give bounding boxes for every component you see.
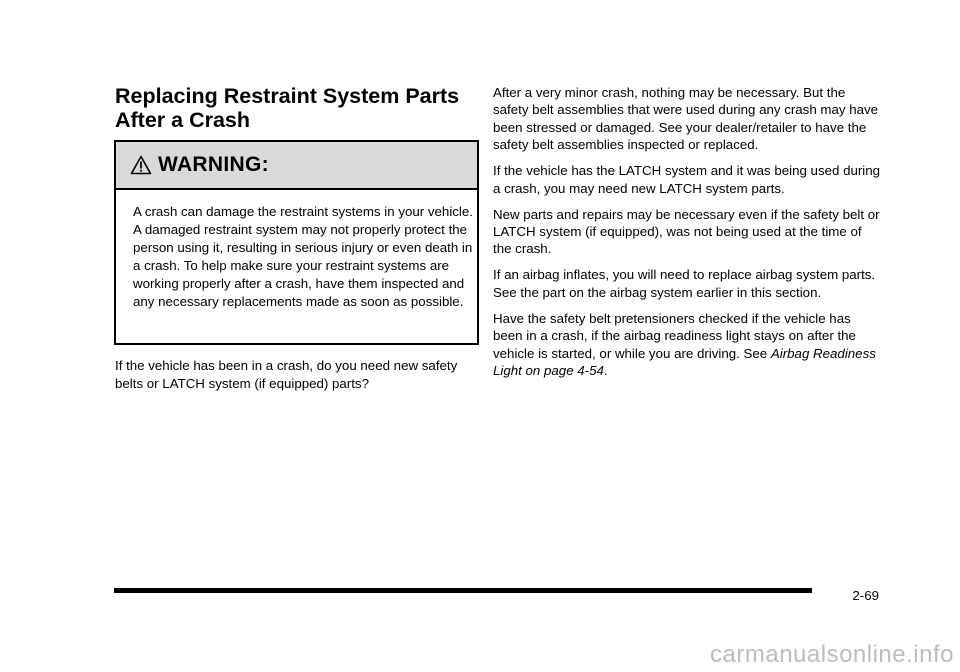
paragraph-airbag-inflates: If an airbag inflates, you will need to replace airbag system parts. See the part on the airbag system earlier in this section.	[493, 267, 876, 300]
paragraph-latch-system: If the vehicle has the LATCH system and it was being used during a crash, you may need new LATCH system parts.	[493, 163, 881, 196]
heading-line-2: After a Crash	[115, 108, 251, 132]
footer-rule	[114, 588, 812, 593]
section-heading	[115, 84, 475, 132]
paragraph-pretensioners	[493, 310, 883, 380]
pretensioners-text: Have the safety belt pretensioners checked if the vehicle has been in a crash, if the airbag readiness light stays on after the vehicle is started, or while you are driving. See	[493, 310, 856, 361]
watermark: carmanualsonline.info	[710, 641, 954, 668]
page-number: 2-69	[852, 588, 879, 603]
right-column	[493, 84, 883, 388]
pretensioners-period: .	[603, 363, 608, 379]
warning-header	[116, 142, 477, 190]
paragraph-minor-crash: After a very minor crash, nothing may be necessary. But the safety belt assemblies that were used during any crash may have been stressed or damaged. See your dealer/retailer to have the safety belt assemblies inspected or replaced.	[493, 85, 879, 153]
crash-question-paragraph: If the vehicle has been in a crash, do you need new safety belts or LATCH system (if equipped) parts?	[115, 358, 458, 391]
airbag-readiness-reference-link[interactable]: Airbag Readiness Light on page 4-54	[493, 345, 876, 379]
heading-line-1: Replacing Restraint System Parts	[115, 84, 460, 108]
warning-body-text: A crash can damage the restraint systems in your vehicle. A damaged restraint system may not properly protect the person using it, resulting in serious injury or even death in a crash. To help make sure your restraint systems are working properly after a crash, have them inspected and any necessary replacements made as soon as possible.	[133, 204, 473, 309]
warning-title: WARNING:	[158, 153, 269, 176]
warning-triangle-icon	[130, 155, 152, 175]
warning-box	[114, 140, 479, 345]
paragraph-new-parts: New parts and repairs may be necessary even if the safety belt or LATCH system (if equipped), was not being used at the time of the crash.	[493, 206, 880, 257]
